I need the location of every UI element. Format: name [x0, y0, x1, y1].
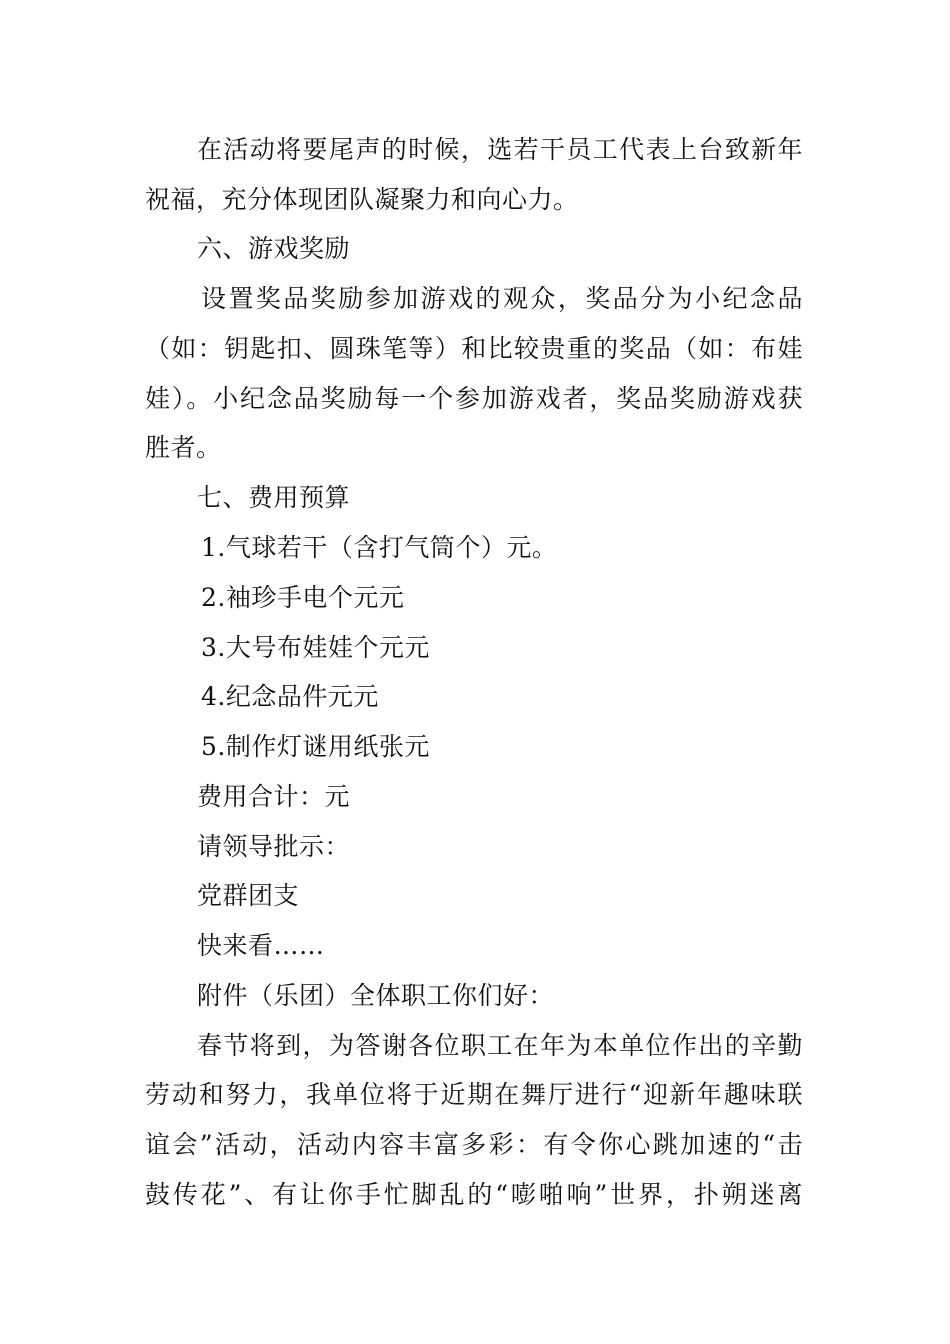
paragraph-line: （如：钥匙扣、圆珠笔等）和比较贵重的奖品（如：布娃: [145, 334, 803, 363]
paragraph-line: 胜者。: [145, 433, 222, 462]
paragraph-line: 谊会”活动，活动内容丰富多彩：有令你心跳加速的“击: [145, 1130, 803, 1159]
budget-item: 2.袖珍手电个元元: [201, 583, 405, 612]
budget-item: 1.气球若干（含打气筒个）元。: [201, 533, 558, 562]
paragraph-line: 在活动将要尾声的时候，选若干员工代表上台致新年: [197, 135, 803, 164]
section-heading: 六、游戏奖励: [197, 234, 351, 263]
paragraph-line: 祝福，充分体现团队凝聚力和向心力。: [145, 185, 579, 214]
paragraph-line: 娃）。小纪念品奖励每一个参加游戏者，奖品奖励游戏获: [145, 384, 803, 413]
budget-item: 3.大号布娃娃个元元: [201, 633, 430, 662]
section-heading: 七、费用预算: [197, 483, 351, 512]
paragraph-line: 鼓传花”、有让你手忙脚乱的“嘭啪响”世界，扑朔迷离: [145, 1180, 803, 1209]
paragraph-line: 快来看……: [197, 931, 325, 960]
budget-item: 5.制作灯谜用纸张元: [201, 732, 430, 761]
paragraph-line: 春节将到，为答谢各位职工在年为本单位作出的辛勤: [197, 1031, 803, 1060]
paragraph-line: 设置奖品奖励参加游戏的观众，奖品分为小纪念品: [201, 284, 803, 313]
approval-request: 请领导批示：: [197, 832, 351, 861]
signature-org: 党群团支: [197, 881, 300, 910]
salutation: 附件（乐团）全体职工你们好：: [197, 981, 555, 1010]
paragraph-line: 劳动和努力，我单位将于近期在舞厅进行“迎新年趣味联: [145, 1080, 803, 1109]
budget-total: 费用合计：元: [197, 782, 351, 811]
budget-item: 4.纪念品件元元: [201, 682, 379, 711]
